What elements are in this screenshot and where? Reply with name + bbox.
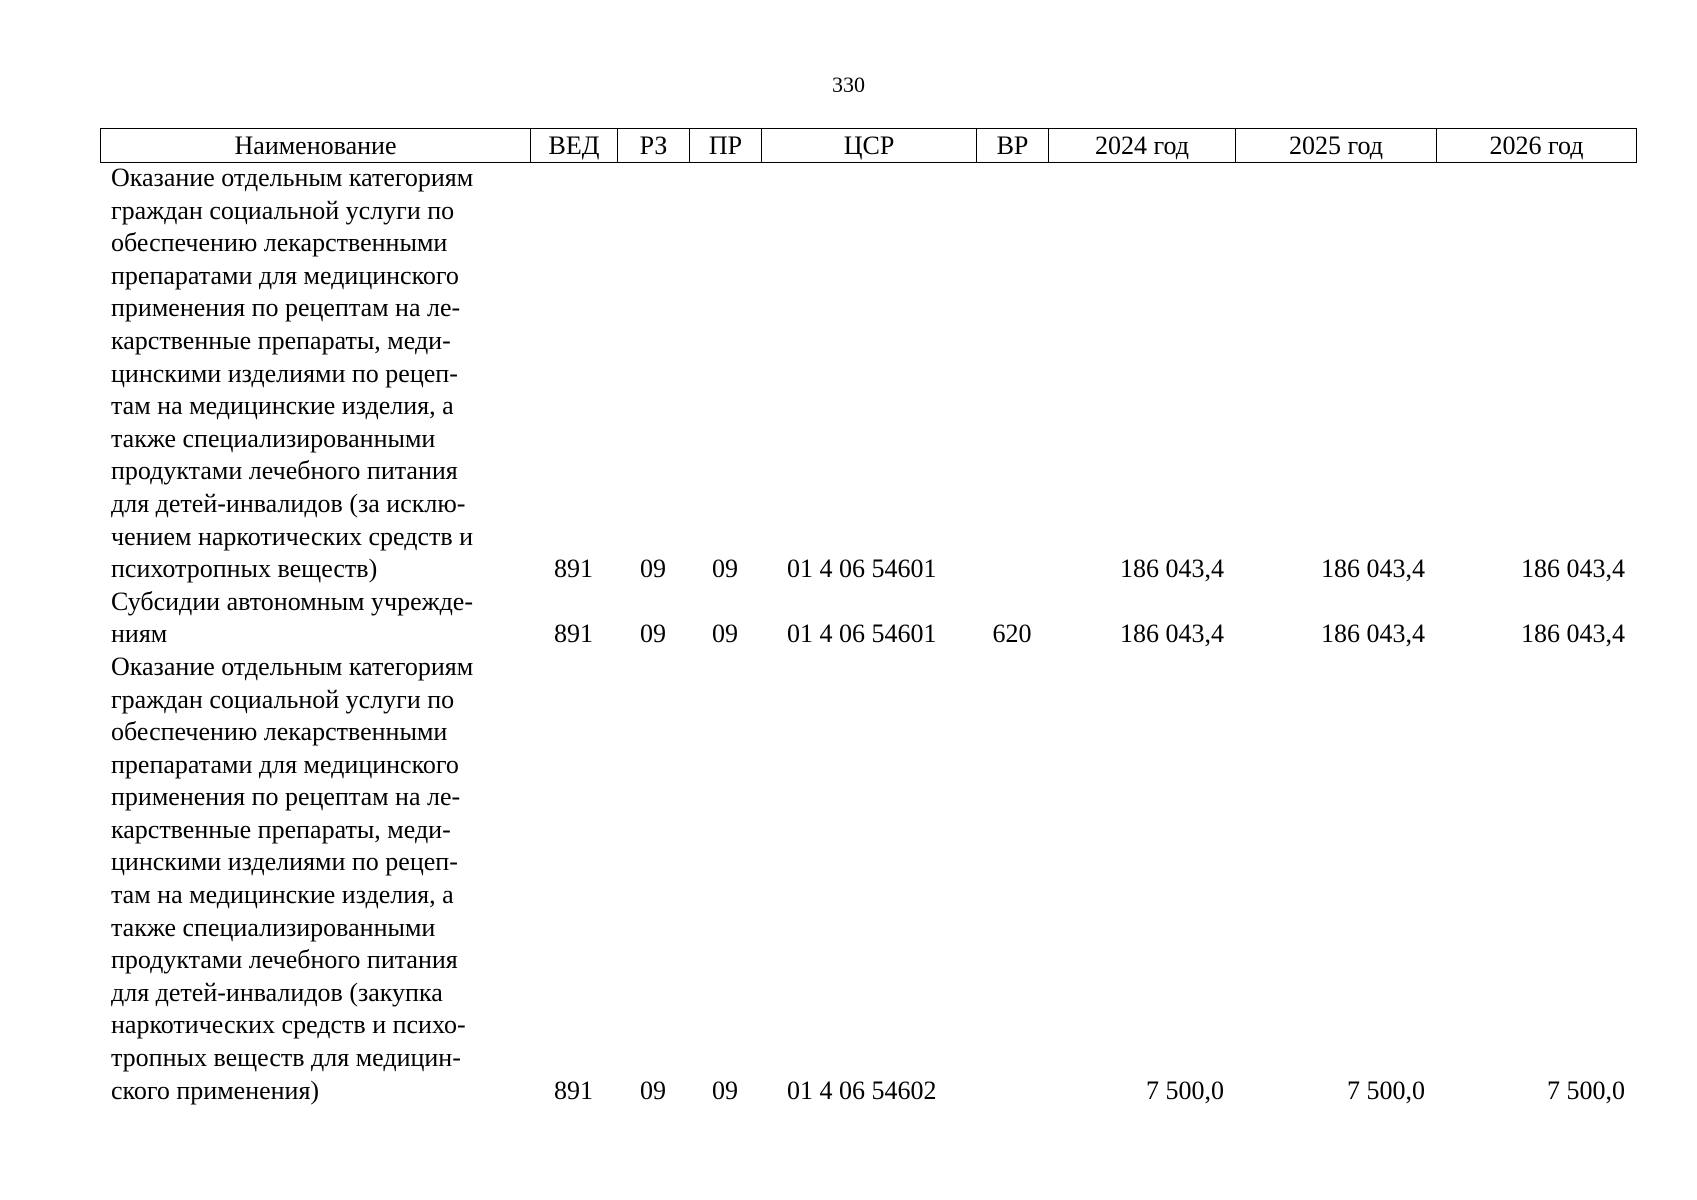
column-header-csr: ЦСР bbox=[762, 129, 977, 163]
column-header-ved: ВЕД bbox=[531, 129, 618, 163]
cell-rz: 09 bbox=[640, 1075, 666, 1105]
table-row bbox=[100, 651, 1636, 1107]
name-line: для детей-инвалидов (за исклю- bbox=[111, 488, 466, 518]
name-line: для детей-инвалидов (закупка bbox=[111, 977, 443, 1007]
name-line: там на медицинские изделия, а bbox=[111, 391, 454, 421]
name-line: продуктами лечебного питания bbox=[111, 945, 458, 975]
column-header-2024: 2024 год bbox=[1049, 129, 1236, 163]
name-line: чением наркотических средств и bbox=[111, 521, 474, 551]
row-name bbox=[100, 651, 530, 1107]
cell-pr: 09 bbox=[712, 1075, 738, 1105]
cell-vr bbox=[976, 162, 1048, 586]
name-line: препаратами для медицинского bbox=[111, 749, 459, 779]
name-line: ского применения) bbox=[111, 1075, 320, 1105]
cell-vr bbox=[976, 651, 1048, 1107]
cell-2025: 186 043,4 bbox=[1321, 619, 1425, 649]
column-header-pr: ПР bbox=[690, 129, 762, 163]
cell-2026: 7 500,0 bbox=[1547, 1075, 1625, 1105]
name-line: там на медицинские изделия, а bbox=[111, 880, 454, 910]
cell-csr: 01 4 06 54601 bbox=[787, 554, 937, 584]
table-row bbox=[100, 586, 1636, 651]
cell-2025: 186 043,4 bbox=[1321, 554, 1425, 584]
name-line: также специализированными bbox=[111, 423, 436, 453]
name-line: граждан социальной услуги по bbox=[111, 195, 455, 225]
cell-2024: 186 043,4 bbox=[1120, 554, 1224, 584]
cell-2024: 186 043,4 bbox=[1120, 619, 1224, 649]
cell-csr: 01 4 06 54602 bbox=[787, 1075, 937, 1105]
name-line: применения по рецептам на ле- bbox=[111, 782, 461, 812]
name-line: граждан социальной услуги по bbox=[111, 684, 455, 714]
cell-2025: 7 500,0 bbox=[1347, 1075, 1425, 1105]
table-header bbox=[100, 128, 1637, 163]
cell-rz: 09 bbox=[640, 554, 666, 584]
cell-2026: 186 043,4 bbox=[1521, 554, 1625, 584]
name-line: карственные препараты, меди- bbox=[111, 325, 451, 355]
cell-rz: 09 bbox=[640, 619, 666, 649]
cell-ved: 891 bbox=[554, 554, 593, 584]
cell-vr: 620 bbox=[992, 619, 1032, 649]
cell-csr: 01 4 06 54601 bbox=[787, 619, 937, 649]
name-line: препаратами для медицинского bbox=[111, 260, 459, 290]
table-row bbox=[100, 162, 1636, 586]
name-line: Оказание отдельным категориям bbox=[111, 163, 474, 192]
cell-2026: 186 043,4 bbox=[1521, 619, 1625, 649]
name-line: Субсидии автономным учрежде- bbox=[111, 586, 473, 616]
cell-pr: 09 bbox=[712, 619, 738, 649]
name-line: применения по рецептам на ле- bbox=[111, 293, 461, 323]
cell-ved: 891 bbox=[554, 1075, 593, 1105]
row-name bbox=[100, 586, 530, 651]
page-number: 330 bbox=[832, 72, 865, 97]
name-line: обеспечению лекарственными bbox=[111, 228, 448, 258]
cell-2024: 7 500,0 bbox=[1146, 1075, 1224, 1105]
column-header-vr: ВР bbox=[977, 129, 1049, 163]
name-line: карственные препараты, меди- bbox=[111, 814, 451, 844]
cell-ved: 891 bbox=[554, 619, 593, 649]
name-line: продуктами лечебного питания bbox=[111, 456, 458, 486]
name-line: обеспечению лекарственными bbox=[111, 717, 448, 747]
row-name bbox=[100, 162, 530, 586]
name-line: Оказание отдельным категориям bbox=[111, 651, 474, 681]
name-line: также специализированными bbox=[111, 912, 436, 942]
name-line: психотропных веществ) bbox=[111, 554, 378, 584]
column-header-2025: 2025 год bbox=[1236, 129, 1437, 163]
column-header-rz: РЗ bbox=[618, 129, 690, 163]
name-line: наркотических средств и психо- bbox=[111, 1010, 466, 1040]
name-line: ниям bbox=[111, 619, 168, 649]
name-line: цинскими изделиями по рецеп- bbox=[111, 847, 458, 877]
name-line: цинскими изделиями по рецеп- bbox=[111, 358, 458, 388]
column-header-name: Наименование bbox=[101, 129, 531, 163]
budget-table bbox=[100, 162, 1636, 1107]
column-header-2026: 2026 год bbox=[1437, 129, 1637, 163]
cell-pr: 09 bbox=[712, 554, 738, 584]
name-line: тропных веществ для медицин- bbox=[111, 1043, 461, 1073]
